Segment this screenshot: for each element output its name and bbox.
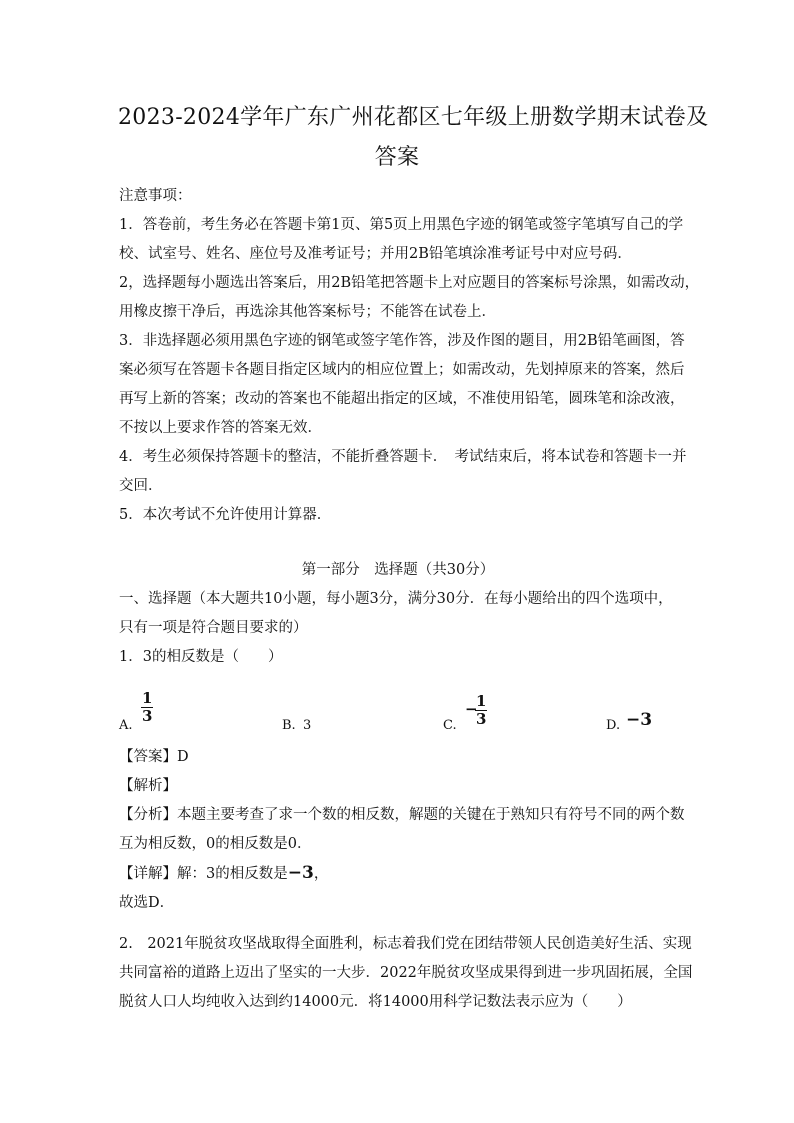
notes-line: 校、试室号、姓名、座位号及准考证号；并用2B铅笔填涂准考证号中对应号码． (119, 246, 632, 262)
fraction-one-third (141, 690, 153, 725)
part1-heading: 第一部分 选择题（共30分） (301, 562, 495, 578)
option-d-value: −3 (626, 710, 653, 730)
xiangjie-suffix: ， (313, 866, 329, 882)
part1-intro-line: 一、选择题（本大题共10小题，每小题3分，满分30分．在每小题给出的四个选项中， (119, 591, 673, 607)
option-d-label: D. (606, 718, 621, 733)
document-title (118, 98, 709, 178)
xiangjie-line (119, 859, 677, 889)
notes-line: 交回． (119, 478, 163, 494)
conclusion-line: 故选D． (119, 895, 175, 911)
part1-section (119, 556, 677, 672)
notes-line: 2，选择题每小题选出答案后，用2B铅笔把答题卡上对应题目的答案标号涂黑，如需改动， (119, 275, 700, 291)
option-b-value: 3 (303, 718, 312, 733)
option-b-label: B. (282, 718, 296, 733)
xiangjie-prefix: 【详解】解：3的相反数是 (119, 866, 288, 882)
xiangjie-value: −3 (287, 863, 314, 883)
option-c-label: C. (443, 718, 457, 733)
notes-line: 案必须写在答题卡各题目指定区域内的相应位置上；如需改动，先划掉原来的答案，然后 (119, 362, 685, 378)
fenxi-line: 互为相反数，0的相反数是0． (119, 836, 312, 852)
question-2-line: 2. 2021年脱贫攻坚战取得全面胜利，标志着我们党在团结带领人民创造美好生活、实现 (119, 936, 692, 952)
notes-line: 再写上新的答案；改动的答案也不能超出指定的区域，不准使用铅笔，圆珠笔和涂改液， (119, 391, 685, 407)
notes-heading: 注意事项： (119, 188, 192, 204)
question-1-solution (119, 743, 685, 918)
question-1-options (119, 690, 679, 742)
question-2-line: 共同富裕的道路上迈出了坚实的一大步．2022年脱贫攻坚成果得到进一步巩固拓展，全国 (119, 965, 693, 981)
negative-sign: − (465, 700, 478, 718)
notes-line: 用橡皮擦干净后，再选涂其他答案标号；不能答在试卷上． (119, 304, 496, 320)
fraction-denominator: 3 (476, 710, 487, 728)
title-line-1: 2023-2024学年广东广州花都区七年级上册数学期末试卷及 (118, 105, 709, 130)
question-1-stem: 1．3的相反数是（ ） (119, 649, 283, 665)
notes-line: 4．考生必须保持答题卡的整洁，不能折叠答题卡． 考试结束后，将本试卷和答题卡一并 (119, 449, 687, 465)
fraction-numerator: 1 (476, 692, 487, 710)
notes-line: 不按以上要求作答的答案无效． (119, 420, 322, 436)
answer-line: 【答案】D (119, 749, 189, 765)
title-line-2: 答案 (374, 145, 420, 170)
fenxi-line: 【分析】本题主要考查了求一个数的相反数，解题的关键在于熟知只有符号不同的两个数 (119, 807, 685, 823)
notes-section (119, 182, 700, 530)
question-2 (119, 930, 693, 1017)
notes-line: 3．非选择题必须用黑色字迹的钢笔或签字笔作答，涉及作图的题目，用2B铅笔画图，答 (119, 333, 685, 349)
fraction-denominator: 3 (142, 707, 153, 725)
notes-line: 5．本次考试不允许使用计算器． (119, 507, 332, 523)
part1-intro-line: 只有一项是符合题目要求的） (119, 620, 308, 636)
analysis-heading: 【解析】 (119, 778, 177, 794)
fraction-one-third (475, 693, 487, 728)
notes-line: 1．答卷前，考生务必在答题卡第1页、第5页上用黑色字迹的钢笔或签字笔填写自己的学 (119, 217, 684, 233)
fraction-numerator: 1 (142, 689, 153, 707)
question-2-line: 脱贫人口人均纯收入达到约14000元．将14000用科学记数法表示应为（ ） (119, 994, 632, 1010)
option-a-label: A. (119, 718, 133, 733)
